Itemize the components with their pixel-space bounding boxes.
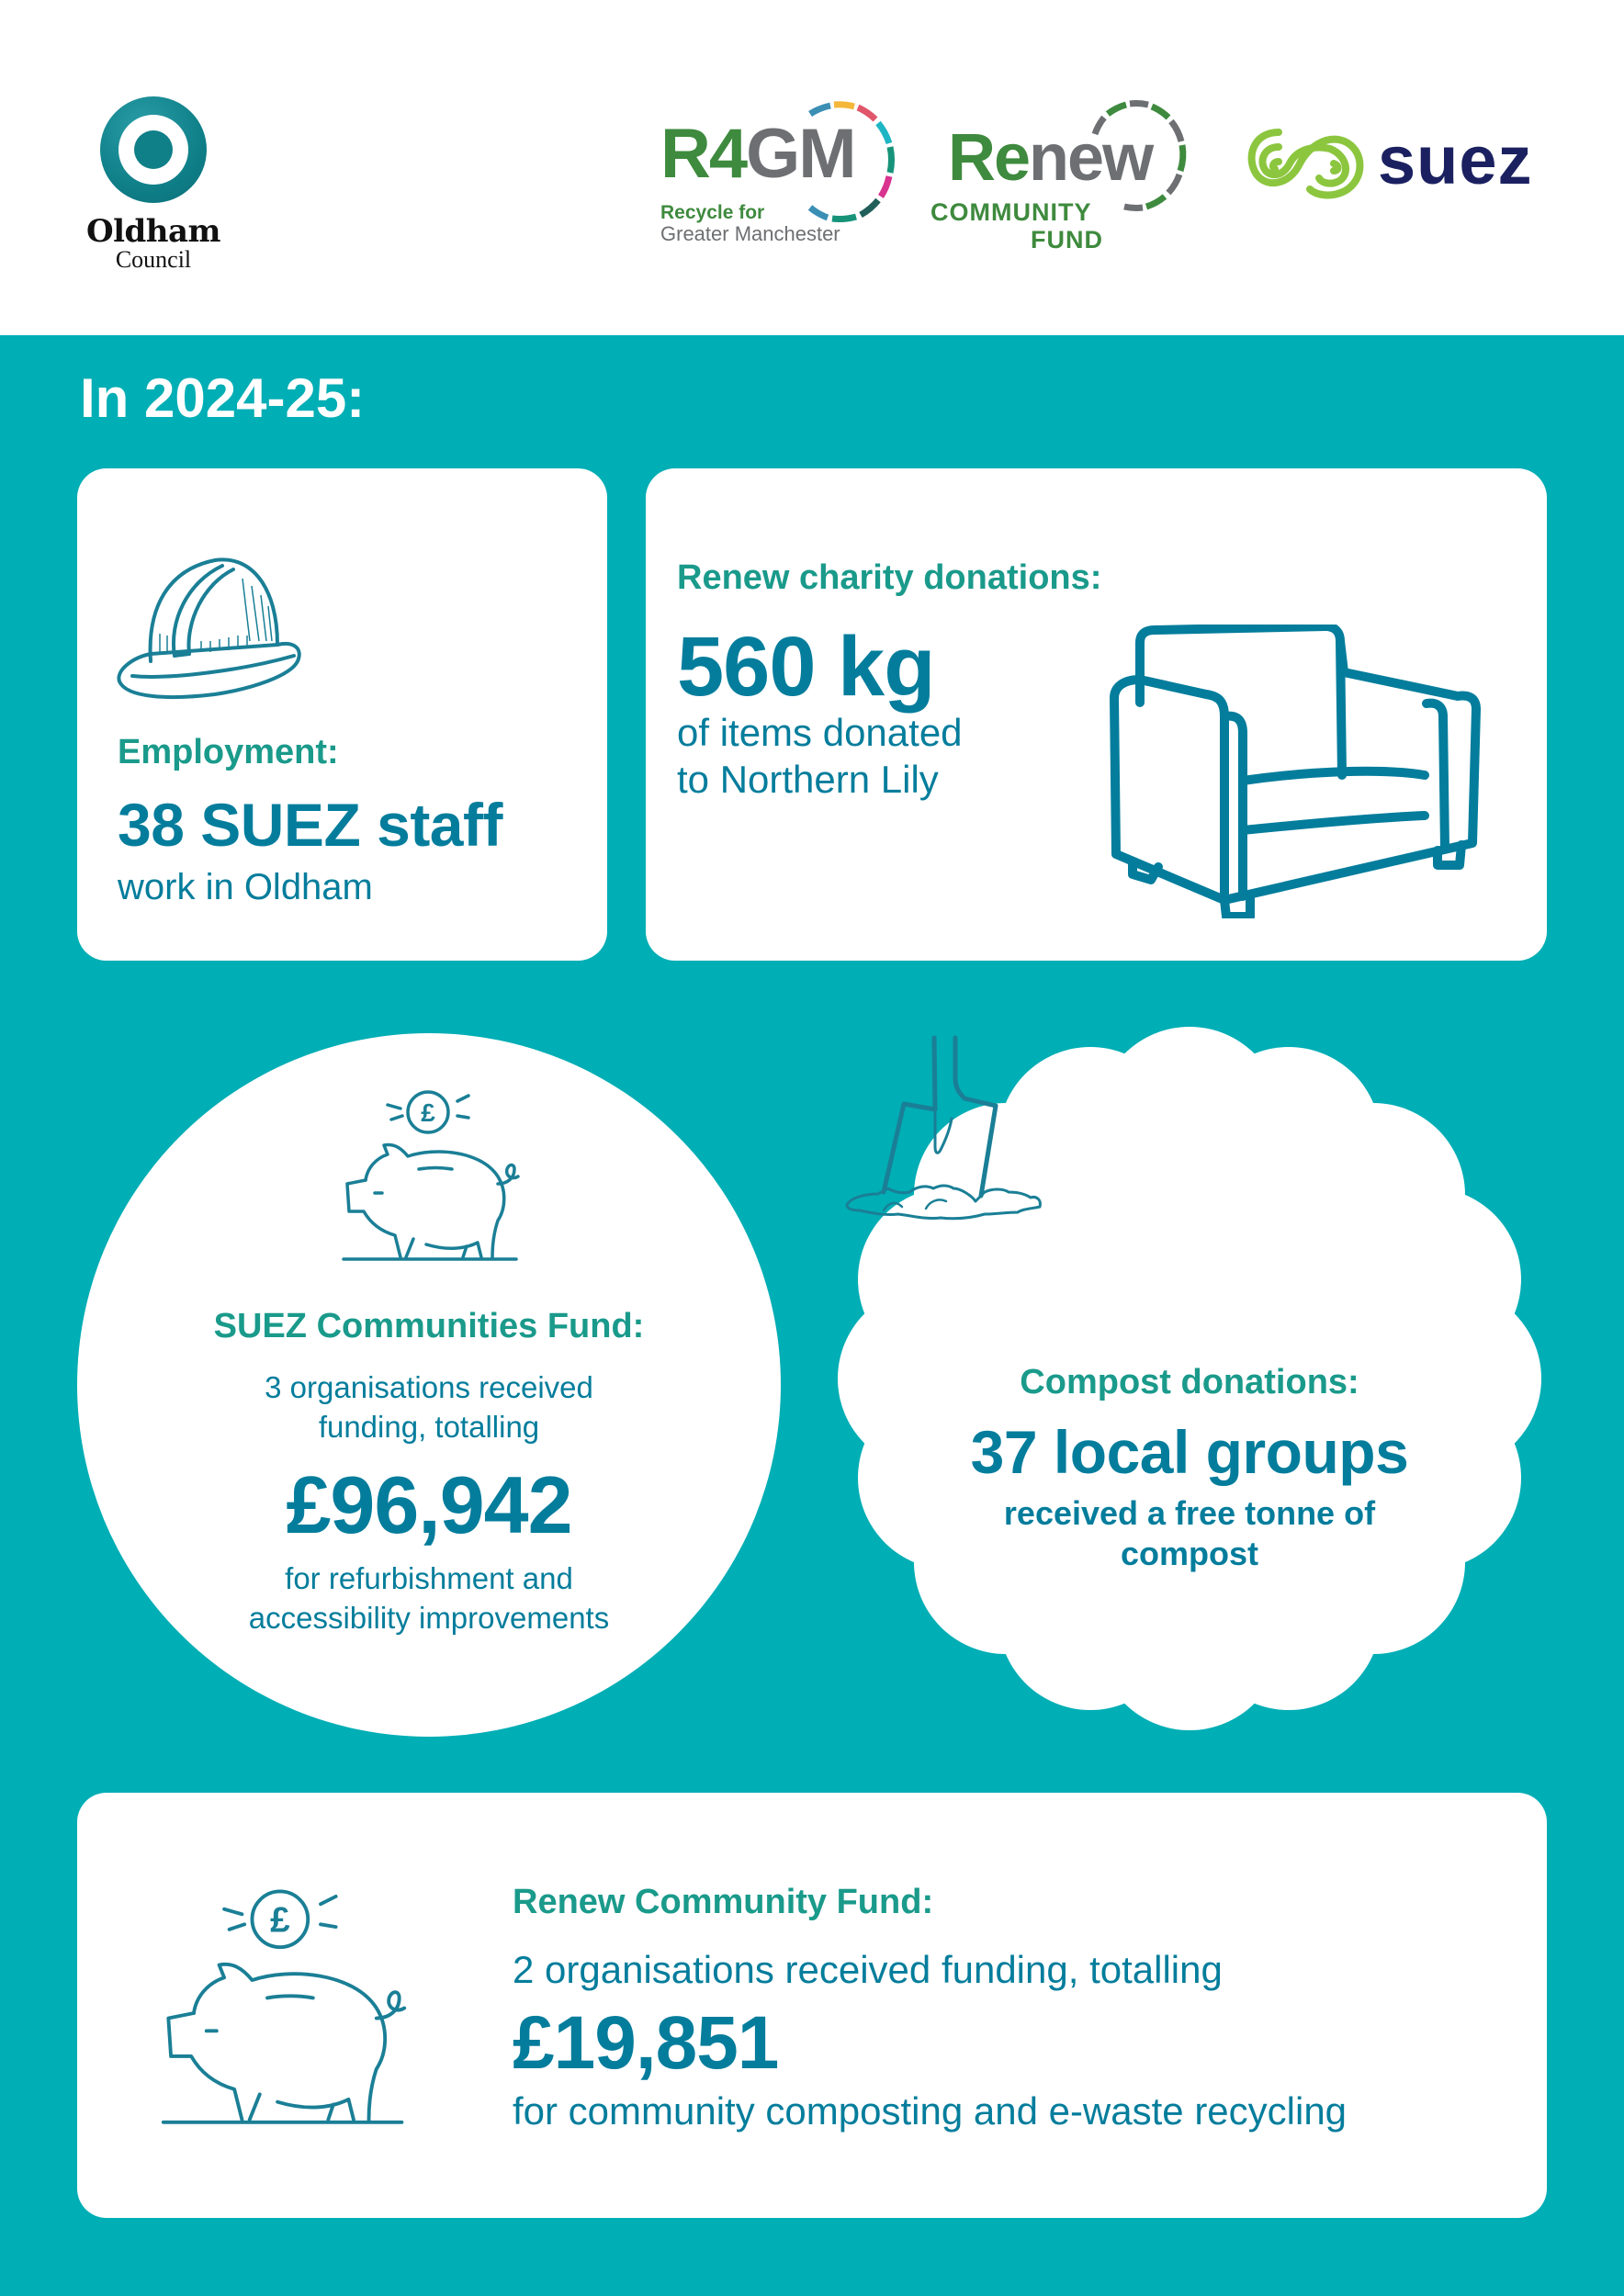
compost-donations-cloud <box>838 1027 1541 1730</box>
suez-fund-intro-line-1: 3 organisations received <box>265 1370 593 1404</box>
r4gm-wordmark: R4GM <box>660 115 855 193</box>
suez-fund-amount: £96,942 <box>286 1459 572 1550</box>
piggy-bank-icon <box>151 1885 417 2142</box>
compost-stat: 37 local groups <box>970 1418 1409 1486</box>
renew-charity-line-2: to Northern Lily <box>677 758 939 802</box>
compost-description-line-1: received a free tonne of <box>1003 1494 1376 1532</box>
renew-fund-heading: Renew Community Fund: <box>513 1883 934 1921</box>
employment-description: work in Oldham <box>118 867 373 907</box>
employment-card <box>77 468 607 961</box>
suez-fund-purpose-line-1: for refurbishment and <box>285 1561 573 1595</box>
r4gm-tagline-2: Greater Manchester <box>660 222 840 245</box>
piggy-bank-icon <box>334 1088 527 1272</box>
svg-text:£: £ <box>270 1900 290 1941</box>
suez-communities-fund-circle <box>77 1033 781 1737</box>
renew-charity-stat: 560 kg <box>677 620 935 714</box>
renew-charity-heading: Renew charity donations: <box>677 558 1102 597</box>
suez-fund-heading: SUEZ Communities Fund: <box>213 1307 645 1345</box>
compost-heading: Compost donations: <box>1020 1363 1359 1401</box>
renew-wordmark: Renew <box>948 121 1153 195</box>
suez-wordmark: suez <box>1378 122 1533 198</box>
renew-fund-intro: 2 organisations received funding, totalling <box>513 1948 1223 1991</box>
compost-description-line-2: compost <box>1120 1534 1258 1572</box>
suez-logo <box>1242 121 1554 204</box>
employment-heading: Employment: <box>118 733 339 771</box>
oldham-council-logo <box>75 96 231 274</box>
suez-swirl-icon <box>1242 121 1370 204</box>
renew-fund-purpose: for community composting and e-waste recycling <box>513 2089 1348 2133</box>
oldham-logo-name: Oldham <box>85 213 221 250</box>
header <box>0 0 1624 335</box>
armchair-icon <box>1105 625 1491 918</box>
hard-hat-icon <box>114 533 307 707</box>
renew-community-fund-logo <box>928 99 1194 260</box>
suez-fund-intro-line-2: funding, totalling <box>318 1409 540 1444</box>
compost-description <box>838 1493 1541 1574</box>
renew-community-fund-card <box>77 1793 1547 2218</box>
suez-fund-purpose-line-2: accessibility improvements <box>248 1600 610 1635</box>
suez-fund-purpose <box>77 1559 781 1638</box>
employment-stat: 38 SUEZ staff <box>118 791 502 859</box>
r4gm-logo <box>658 92 897 257</box>
renew-logo-fund: FUND <box>1031 226 1103 253</box>
oldham-ring-icon <box>100 96 207 203</box>
shovel-icon <box>838 1027 1058 1229</box>
renew-charity-line-1: of items donated <box>677 711 963 754</box>
suez-fund-intro <box>77 1368 781 1447</box>
period-title: In 2024-25: <box>80 367 366 429</box>
svg-text:£: £ <box>421 1098 435 1127</box>
renew-charity-card <box>646 468 1547 961</box>
renew-charity-description <box>677 709 963 803</box>
oldham-logo-sub: Council <box>115 246 192 273</box>
renew-fund-amount: £19,851 <box>513 2001 779 2085</box>
renew-logo-community: COMMUNITY <box>930 198 1092 226</box>
r4gm-tagline-1: Recycle for <box>660 202 765 223</box>
